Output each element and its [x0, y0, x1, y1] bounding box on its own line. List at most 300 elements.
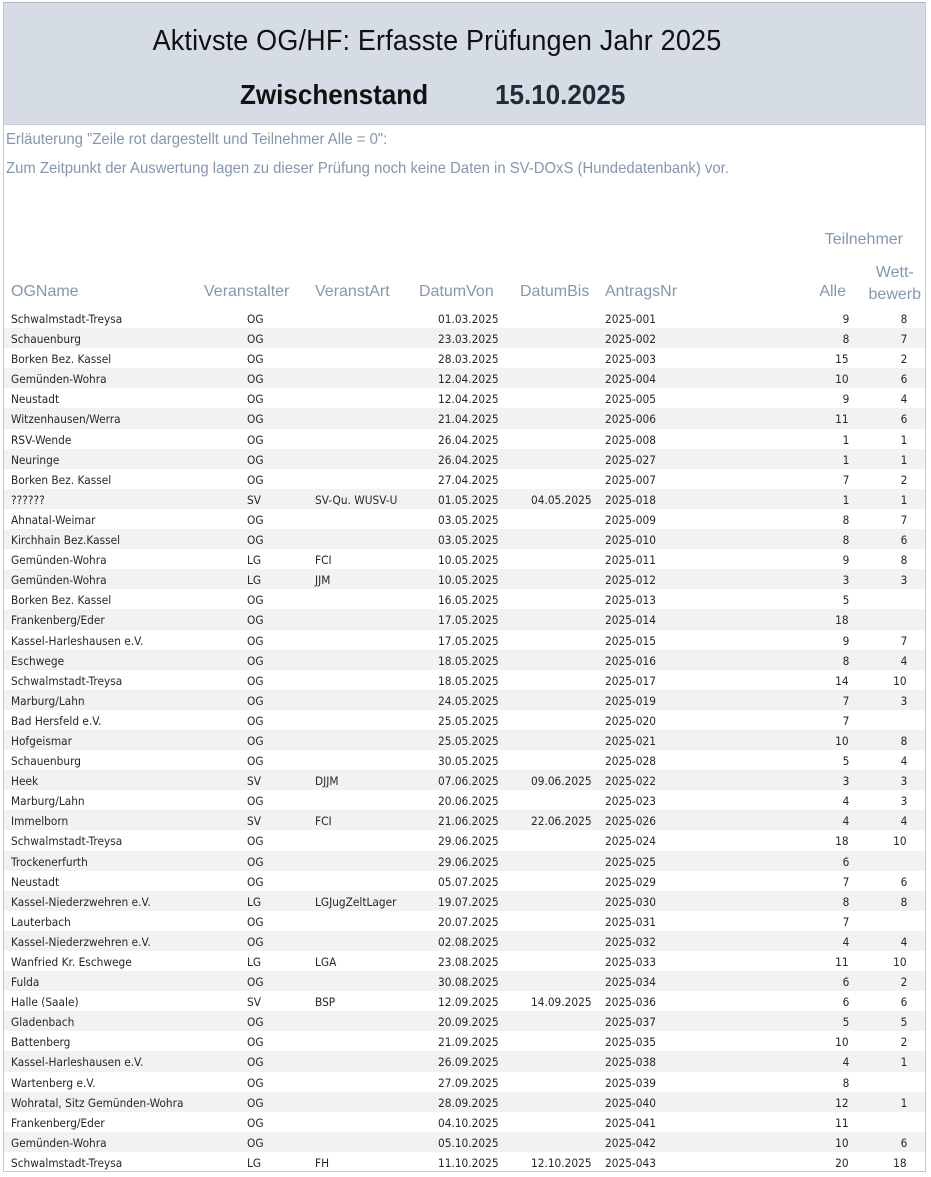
cell-wettbewerb: 5: [900, 1015, 907, 1030]
cell-datumbis: 22.06.2025: [531, 814, 592, 829]
col-header-wettbewerb: Wett- bewerb: [868, 264, 921, 303]
cell-veranstart: LGJugZeltLager: [315, 894, 397, 909]
cell-veranstalter: OG: [247, 312, 264, 326]
table-row: [4, 529, 925, 549]
cell-alle: 10: [835, 372, 849, 387]
cell-datumvon: 11.10.2025: [438, 1155, 499, 1170]
cell-ogname: RSV-Wende: [11, 432, 72, 447]
cell-alle: 5: [842, 1015, 849, 1030]
cell-datumvon: 02.08.2025: [438, 934, 499, 949]
cell-alle: 7: [842, 693, 849, 708]
cell-wettbewerb: 4: [900, 653, 907, 668]
cell-alle: 15: [835, 352, 849, 367]
cell-datumvon: 23.03.2025: [438, 332, 499, 347]
table-row: [4, 891, 925, 911]
cell-alle: 8: [842, 1075, 849, 1090]
cell-datumvon: 21.06.2025: [438, 814, 499, 829]
table-row: [4, 549, 925, 569]
cell-alle: 5: [842, 593, 849, 608]
cell-datumvon: 12.04.2025: [438, 392, 499, 407]
cell-datumvon: 10.05.2025: [438, 573, 499, 588]
cell-wettbewerb: 4: [900, 934, 907, 949]
cell-antragsnr: 2025-041: [605, 1115, 656, 1130]
cell-veranstalter: OG: [247, 472, 264, 487]
cell-wettbewerb: 1: [900, 1095, 907, 1110]
cell-veranstalter: OG: [247, 794, 264, 809]
cell-veranstalter: OG: [247, 1015, 264, 1030]
cell-ogname: Borken Bez. Kassel: [11, 352, 112, 367]
cell-alle: 8: [842, 512, 849, 527]
cell-veranstalter: LG: [247, 894, 262, 909]
cell-ogname: Witzenhausen/Werra: [11, 412, 121, 427]
cell-alle: 14: [835, 673, 849, 688]
cell-antragsnr: 2025-008: [605, 432, 656, 447]
cell-wettbewerb: 10: [893, 673, 907, 688]
cell-alle: 5: [842, 754, 849, 769]
cell-ogname: Wanfried Kr. Eschwege: [11, 955, 132, 969]
table-row: [4, 368, 925, 388]
cell-datumvon: 07.06.2025: [438, 774, 499, 789]
table-row: [4, 1092, 925, 1112]
table-row: [4, 650, 925, 670]
cell-wettbewerb: 7: [900, 633, 907, 648]
cell-datumvon: 26.04.2025: [438, 452, 499, 467]
cell-datumvon: 18.05.2025: [438, 673, 499, 688]
title-banner: [4, 3, 925, 125]
cell-alle: 3: [842, 573, 849, 588]
cell-wettbewerb: 18: [893, 1155, 907, 1170]
cell-veranstalter: LG: [247, 553, 262, 568]
cell-ogname: Kassel-Harleshausen e.V.: [11, 633, 144, 648]
cell-datumvon: 28.09.2025: [438, 1095, 499, 1110]
cell-veranstalter: LG: [247, 573, 262, 588]
cell-antragsnr: 2025-028: [605, 754, 656, 769]
cell-veranstart: JJM: [315, 573, 331, 588]
legend-note-text: Zum Zeitpunkt der Auswertung lagen zu dieser Prüfung noch keine Daten in SV-DOxS (Hundedatenbank) vor.: [6, 160, 729, 177]
cell-veranstalter: OG: [247, 914, 264, 929]
cell-datumvon: 03.05.2025: [438, 512, 499, 527]
col-header-ogname: OGName: [11, 283, 79, 300]
col-header-antragsnr: AntragsNr: [605, 283, 678, 300]
cell-antragsnr: 2025-013: [605, 593, 656, 608]
cell-antragsnr: 2025-027: [605, 452, 656, 467]
cell-datumvon: 12.04.2025: [438, 372, 499, 387]
table-row: [4, 1051, 925, 1071]
cell-alle: 10: [835, 733, 849, 748]
table-row: [4, 1072, 925, 1092]
table-row: [4, 710, 925, 730]
cell-antragsnr: 2025-034: [605, 975, 656, 990]
cell-antragsnr: 2025-026: [605, 814, 656, 829]
cell-ogname: Neuringe: [11, 452, 60, 467]
cell-datumbis: 09.06.2025: [531, 774, 592, 789]
cell-alle: 4: [842, 1055, 849, 1070]
cell-wettbewerb: 4: [900, 754, 907, 769]
cell-veranstalter: LG: [247, 1155, 262, 1170]
col-header-datumbis: DatumBis: [520, 283, 590, 300]
cell-antragsnr: 2025-042: [605, 1135, 656, 1150]
cell-ogname: Gemünden-Wohra: [11, 1135, 107, 1150]
exam-table-body: [4, 308, 925, 1172]
cell-veranstalter: SV: [247, 814, 261, 829]
cell-veranstalter: OG: [247, 934, 264, 949]
table-row: [4, 690, 925, 710]
cell-datumvon: 26.09.2025: [438, 1055, 499, 1070]
cell-alle: 8: [842, 894, 849, 909]
cell-wettbewerb: 6: [900, 1135, 907, 1150]
cell-datumvon: 27.09.2025: [438, 1075, 499, 1090]
cell-alle: 11: [835, 955, 849, 969]
cell-veranstart: BSP: [315, 995, 336, 1010]
report-sheet: [3, 2, 926, 1172]
cell-wettbewerb: 8: [900, 312, 907, 326]
cell-alle: 9: [842, 312, 849, 326]
cell-wettbewerb: 1: [900, 492, 907, 507]
cell-wettbewerb: 6: [900, 874, 907, 889]
cell-veranstart: SV-Qu. WUSV-U: [315, 492, 398, 507]
cell-ogname: Ahnatal-Weimar: [11, 512, 96, 527]
cell-antragsnr: 2025-036: [605, 995, 656, 1010]
cell-wettbewerb: 1: [900, 452, 907, 467]
cell-veranstalter: OG: [247, 854, 264, 869]
cell-ogname: Heek: [11, 774, 39, 789]
status-label: Zwischenstand: [240, 79, 429, 110]
cell-datumvon: 19.07.2025: [438, 894, 499, 909]
cell-antragsnr: 2025-017: [605, 673, 656, 688]
table-row: [4, 790, 925, 810]
cell-antragsnr: 2025-010: [605, 533, 656, 548]
cell-ogname: Schwalmstadt-Treysa: [11, 312, 123, 326]
cell-alle: 9: [842, 553, 849, 568]
cell-ogname: ??????: [11, 492, 45, 507]
cell-wettbewerb: 6: [900, 995, 907, 1010]
cell-antragsnr: 2025-032: [605, 934, 656, 949]
cell-alle: 10: [835, 1135, 849, 1150]
cell-wettbewerb: 2: [900, 472, 907, 487]
cell-datumvon: 29.06.2025: [438, 854, 499, 869]
cell-datumvon: 24.05.2025: [438, 693, 499, 708]
cell-veranstart: FH: [315, 1155, 330, 1170]
cell-wettbewerb: 8: [900, 553, 907, 568]
cell-datumvon: 25.05.2025: [438, 713, 499, 728]
table-row: [4, 670, 925, 690]
cell-veranstalter: LG: [247, 955, 262, 969]
table-row: [4, 750, 925, 770]
table-row: [4, 770, 925, 790]
table-row: [4, 931, 925, 951]
cell-datumvon: 04.10.2025: [438, 1115, 499, 1130]
cell-wettbewerb: 1: [900, 1055, 907, 1070]
cell-veranstalter: OG: [247, 733, 264, 748]
cell-datumvon: 20.09.2025: [438, 1015, 499, 1030]
cell-datumvon: 05.07.2025: [438, 874, 499, 889]
cell-alle: 4: [842, 814, 849, 829]
col-header-veranstalter: Veranstalter: [204, 283, 290, 300]
cell-antragsnr: 2025-014: [605, 613, 656, 628]
cell-ogname: Kassel-Harleshausen e.V.: [11, 1055, 144, 1070]
cell-antragsnr: 2025-024: [605, 834, 656, 849]
cell-datumvon: 10.05.2025: [438, 553, 499, 568]
cell-veranstalter: SV: [247, 995, 261, 1010]
cell-antragsnr: 2025-018: [605, 492, 656, 507]
cell-wettbewerb: 6: [900, 412, 907, 427]
cell-wettbewerb: 3: [900, 693, 907, 708]
cell-alle: 10: [835, 1035, 849, 1050]
table-row: [4, 489, 925, 509]
cell-alle: 11: [835, 1115, 849, 1130]
cell-ogname: Marburg/Lahn: [11, 794, 85, 809]
cell-datumvon: 17.05.2025: [438, 633, 499, 648]
cell-antragsnr: 2025-019: [605, 693, 656, 708]
cell-datumvon: 29.06.2025: [438, 834, 499, 849]
cell-datumvon: 17.05.2025: [438, 613, 499, 628]
cell-antragsnr: 2025-002: [605, 332, 656, 347]
cell-veranstart: FCI: [315, 814, 332, 829]
cell-alle: 7: [842, 472, 849, 487]
table-row: [4, 308, 925, 328]
cell-veranstalter: OG: [247, 1075, 264, 1090]
cell-antragsnr: 2025-031: [605, 914, 656, 929]
cell-antragsnr: 2025-040: [605, 1095, 656, 1110]
col-header-veranstart: VeranstArt: [315, 283, 390, 300]
cell-alle: 4: [842, 934, 849, 949]
cell-antragsnr: 2025-043: [605, 1155, 656, 1170]
table-row: [4, 730, 925, 750]
cell-ogname: Frankenberg/Eder: [11, 613, 105, 628]
table-row: [4, 589, 925, 609]
cell-ogname: Schwalmstadt-Treysa: [11, 673, 123, 688]
cell-antragsnr: 2025-021: [605, 733, 656, 748]
cell-antragsnr: 2025-005: [605, 392, 656, 407]
cell-veranstalter: OG: [247, 613, 264, 628]
cell-datumvon: 28.03.2025: [438, 352, 499, 367]
cell-alle: 8: [842, 533, 849, 548]
cell-ogname: Lauterbach: [11, 914, 71, 929]
cell-ogname: Wartenberg e.V.: [11, 1075, 96, 1090]
table-row: [4, 830, 925, 850]
participants-group-header: Teilnehmer: [824, 231, 903, 248]
col-header-datumvon: DatumVon: [419, 283, 494, 300]
cell-veranstalter: OG: [247, 593, 264, 608]
cell-veranstalter: OG: [247, 1055, 264, 1070]
cell-antragsnr: 2025-029: [605, 874, 656, 889]
cell-datumvon: 23.08.2025: [438, 955, 499, 969]
cell-veranstalter: OG: [247, 332, 264, 347]
cell-antragsnr: 2025-023: [605, 794, 656, 809]
cell-antragsnr: 2025-022: [605, 774, 656, 789]
cell-antragsnr: 2025-012: [605, 573, 656, 588]
cell-wettbewerb: 6: [900, 533, 907, 548]
cell-antragsnr: 2025-037: [605, 1015, 656, 1030]
cell-datumvon: 25.05.2025: [438, 733, 499, 748]
cell-alle: 11: [835, 412, 849, 427]
cell-datumbis: 04.05.2025: [531, 492, 592, 507]
cell-ogname: Schwalmstadt-Treysa: [11, 834, 123, 849]
cell-datumvon: 20.06.2025: [438, 794, 499, 809]
cell-antragsnr: 2025-016: [605, 653, 656, 668]
cell-antragsnr: 2025-038: [605, 1055, 656, 1070]
cell-veranstalter: SV: [247, 492, 261, 507]
legend-note-title: Erläuterung "Zeile rot dargestellt und Teilnehmer Alle = 0":: [6, 131, 388, 148]
cell-ogname: Neustadt: [11, 874, 60, 889]
cell-wettbewerb: 3: [900, 794, 907, 809]
cell-ogname: Battenberg: [11, 1035, 71, 1050]
cell-antragsnr: 2025-001: [605, 312, 656, 326]
cell-ogname: Trockenerfurth: [11, 854, 88, 869]
cell-ogname: Gemünden-Wohra: [11, 372, 107, 387]
cell-ogname: Schauenburg: [11, 754, 81, 769]
cell-datumvon: 18.05.2025: [438, 653, 499, 668]
cell-wettbewerb: 10: [893, 834, 907, 849]
cell-veranstalter: OG: [247, 975, 264, 990]
cell-veranstalter: OG: [247, 834, 264, 849]
cell-datumvon: 21.09.2025: [438, 1035, 499, 1050]
cell-alle: 1: [842, 432, 849, 447]
cell-veranstalter: OG: [247, 412, 264, 427]
cell-alle: 4: [842, 794, 849, 809]
cell-veranstalter: OG: [247, 633, 264, 648]
table-row: [4, 569, 925, 589]
cell-antragsnr: 2025-003: [605, 352, 656, 367]
cell-wettbewerb: 6: [900, 372, 907, 387]
cell-antragsnr: 2025-011: [605, 553, 656, 568]
table-row: [4, 951, 925, 971]
cell-veranstart: FCI: [315, 553, 332, 568]
cell-datumvon: 03.05.2025: [438, 533, 499, 548]
cell-wettbewerb: 8: [900, 894, 907, 909]
cell-datumvon: 21.04.2025: [438, 412, 499, 427]
cell-alle: 8: [842, 653, 849, 668]
cell-antragsnr: 2025-015: [605, 633, 656, 648]
cell-ogname: Halle (Saale): [11, 995, 79, 1010]
cell-veranstalter: OG: [247, 432, 264, 447]
cell-veranstalter: OG: [247, 1115, 264, 1130]
table-row: [4, 348, 925, 368]
table-row: [4, 1031, 925, 1051]
cell-veranstalter: OG: [247, 1095, 264, 1110]
cell-ogname: Schwalmstadt-Treysa: [11, 1155, 123, 1170]
cell-datumvon: 12.09.2025: [438, 995, 499, 1010]
cell-antragsnr: 2025-025: [605, 854, 656, 869]
cell-veranstalter: OG: [247, 1035, 264, 1050]
table-row: [4, 851, 925, 871]
cell-veranstalter: OG: [247, 512, 264, 527]
table-row: [4, 509, 925, 529]
cell-veranstalter: OG: [247, 754, 264, 769]
cell-datumvon: 01.03.2025: [438, 312, 499, 326]
cell-alle: 7: [842, 713, 849, 728]
table-row: [4, 630, 925, 650]
cell-ogname: Kassel-Niederzwehren e.V.: [11, 934, 151, 949]
cell-antragsnr: 2025-009: [605, 512, 656, 527]
cell-ogname: Kassel-Niederzwehren e.V.: [11, 894, 151, 909]
cell-ogname: Hofgeismar: [11, 733, 72, 748]
table-row: [4, 1132, 925, 1152]
cell-veranstart: DJJM: [315, 774, 339, 789]
cell-alle: 7: [842, 874, 849, 889]
cell-veranstalter: OG: [247, 653, 264, 668]
cell-antragsnr: 2025-020: [605, 713, 656, 728]
cell-antragsnr: 2025-030: [605, 894, 656, 909]
cell-alle: 1: [842, 492, 849, 507]
cell-veranstalter: OG: [247, 693, 264, 708]
cell-alle: 3: [842, 774, 849, 789]
cell-antragsnr: 2025-033: [605, 955, 656, 969]
table-row: [4, 991, 925, 1011]
table-row: [4, 810, 925, 830]
table-row: [4, 408, 925, 428]
cell-antragsnr: 2025-035: [605, 1035, 656, 1050]
cell-alle: 18: [835, 613, 849, 628]
cell-ogname: Immelborn: [11, 814, 69, 829]
cell-datumvon: 05.10.2025: [438, 1135, 499, 1150]
cell-veranstalter: OG: [247, 874, 264, 889]
cell-wettbewerb: 1: [900, 432, 907, 447]
col-header-alle: Alle: [819, 283, 846, 300]
table-row: [4, 429, 925, 449]
cell-datumbis: 12.10.2025: [531, 1155, 592, 1170]
cell-datumvon: 27.04.2025: [438, 472, 499, 487]
report-title: Aktivste OG/HF: Erfasste Prüfungen Jahr 2025: [152, 25, 722, 57]
cell-ogname: Kirchhain Bez.Kassel: [11, 533, 121, 548]
cell-ogname: Neustadt: [11, 392, 60, 407]
table-row: [4, 388, 925, 408]
cell-antragsnr: 2025-007: [605, 472, 656, 487]
cell-ogname: Gemünden-Wohra: [11, 553, 107, 568]
cell-wettbewerb: 10: [893, 955, 907, 969]
cell-datumvon: 01.05.2025: [438, 492, 499, 507]
cell-alle: 6: [842, 995, 849, 1010]
table-row: [4, 449, 925, 469]
cell-veranstalter: OG: [247, 392, 264, 407]
cell-antragsnr: 2025-039: [605, 1075, 656, 1090]
cell-veranstalter: OG: [247, 1135, 264, 1150]
cell-ogname: Borken Bez. Kassel: [11, 472, 112, 487]
cell-alle: 7: [842, 914, 849, 929]
table-row: [4, 1152, 925, 1172]
cell-ogname: Bad Hersfeld e.V.: [11, 713, 102, 728]
cell-veranstalter: SV: [247, 774, 261, 789]
cell-alle: 6: [842, 975, 849, 990]
cell-alle: 1: [842, 452, 849, 467]
cell-datumbis: 14.09.2025: [531, 995, 592, 1010]
cell-wettbewerb: 4: [900, 392, 907, 407]
cell-ogname: Borken Bez. Kassel: [11, 593, 112, 608]
cell-alle: 9: [842, 633, 849, 648]
cell-veranstalter: OG: [247, 713, 264, 728]
cell-ogname: Eschwege: [11, 653, 65, 668]
table-row: [4, 871, 925, 891]
cell-alle: 6: [842, 854, 849, 869]
cell-wettbewerb: 7: [900, 332, 907, 347]
cell-ogname: Gemünden-Wohra: [11, 573, 107, 588]
cell-wettbewerb: 2: [900, 975, 907, 990]
cell-ogname: Marburg/Lahn: [11, 693, 85, 708]
table-row: [4, 469, 925, 489]
cell-veranstalter: OG: [247, 372, 264, 387]
cell-alle: 8: [842, 332, 849, 347]
cell-alle: 20: [835, 1155, 849, 1170]
cell-veranstalter: OG: [247, 352, 264, 367]
cell-wettbewerb: 8: [900, 733, 907, 748]
cell-veranstalter: OG: [247, 673, 264, 688]
cell-wettbewerb: 3: [900, 774, 907, 789]
cell-alle: 18: [835, 834, 849, 849]
cell-ogname: Schauenburg: [11, 332, 81, 347]
cell-antragsnr: 2025-004: [605, 372, 656, 387]
table-row: [4, 971, 925, 991]
table-row: [4, 328, 925, 348]
